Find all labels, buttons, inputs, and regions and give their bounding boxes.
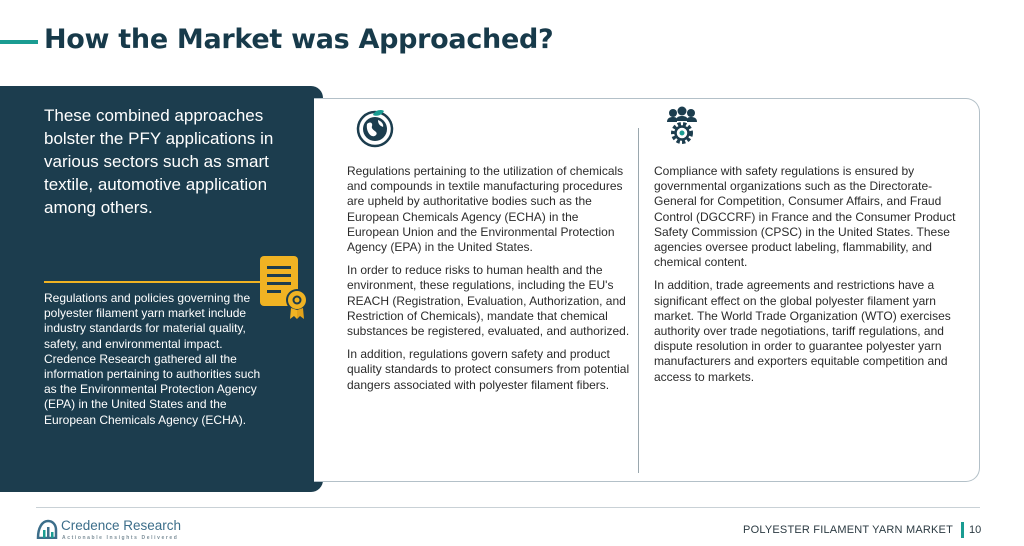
column-right-paragraph: In addition, trade agreements and restrictions have a significant effect on the global polyester filament yarn market. The World Trade Organization (WTO) exercises authority over trade negotiations, tariff regulations, and dispute resolution in order to guarantee polyester yarn manufacturers and exporters equitable competition and access to markets.	[654, 278, 951, 384]
column-left-paragraph: Regulations pertaining to the utilization of chemicals and compounds in textile manufacturing procedures are upheld by authoritative bodies such as the European Chemicals Agency (ECHA) in the European Union and the Environmental Protection Agency (EPA) in the United States.	[347, 164, 624, 255]
page-number: 10	[969, 524, 982, 536]
column-divider	[638, 128, 639, 473]
summary-intro-text: These combined approaches bolster the PFY applications in various sectors such as smart textile, automotive application among others.	[44, 106, 274, 217]
title-accent-line	[0, 40, 38, 44]
column-left-paragraph: In addition, regulations govern safety and product quality standards to protect consumers from potential dangers associated with polyester filament fibers.	[347, 347, 630, 392]
summary-divider	[44, 281, 264, 283]
report-title: POLYESTER FILAMENT YARN MARKET	[743, 524, 953, 536]
column-right-paragraph: Compliance with safety regulations is ensured by governmental organizations such as the Directorate-General for Competition, Consumer Affairs, and Fraud Control (DGCCRF) in France and the Consumer Product Safety Commission (CPSC) in the United States. These agencies oversee product labeling, flammability, and chemical content.	[654, 164, 956, 270]
column-right-text	[654, 164, 960, 393]
brand-name: Credence Research	[61, 518, 182, 533]
brand-tagline: Actionable Insights Delivered	[62, 535, 179, 541]
globe-leaf-icon	[355, 108, 395, 148]
footer-divider	[36, 507, 980, 508]
summary-detail-text: Regulations and policies governing the polyester filament yarn market include industry standards for material quality, safety, and environmental impact. Credence Research gathered all the information pertaining to authorities such as the Environmental Protection Agency (EPA) in the United States and the European Chemicals Agency (ECHA).	[44, 291, 261, 427]
people-gear-icon	[662, 106, 702, 146]
footer-separator	[961, 522, 964, 538]
page-title: How the Market was Approached?	[44, 24, 554, 55]
column-left-text	[347, 164, 631, 401]
column-left-paragraph: In order to reduce risks to human health and the environment, these regulations, including the EU's REACH (Registration, Evaluation, Authorization, and Restriction of Chemicals), mandate that chemical substances be registered, evaluated, and authorized.	[347, 263, 630, 339]
credence-logo-icon	[36, 519, 58, 539]
